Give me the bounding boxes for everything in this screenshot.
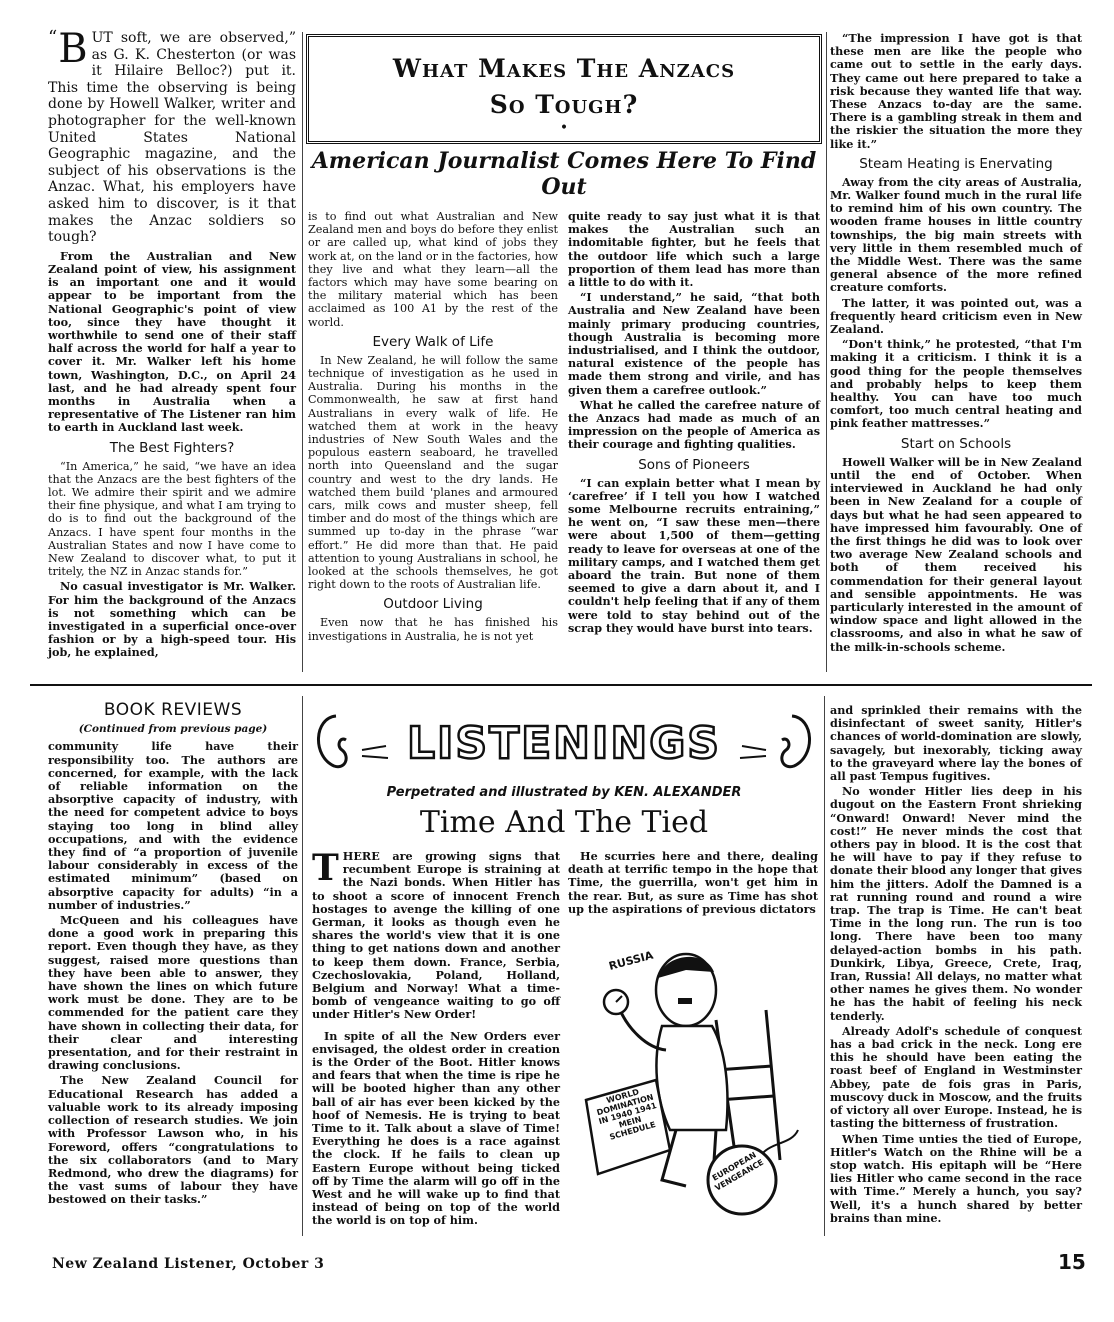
- headline-ornament: •: [559, 120, 569, 136]
- listenings-drop-cap: T: [312, 847, 339, 889]
- listenings-paragraph: Already Adolf's schedule of conquest has a bad crick in the neck. Long ere this he should have been eating the roast beef of England in Westminster Abbey, pate de fois gras in Paris, muscovy duck in Moscow, and the fruits of victory all over Europe. Instead, he is tasting the bitterness of frustration.: [830, 1023, 1082, 1131]
- listenings-banner: [306, 706, 822, 780]
- anzac-paragraph: “I understand,” he said, “that both Australia and New Zealand have been mainly primary producing countries, though Australia is becoming more industrialised, and I think the outdoor, natural existence of the people has made them strong and virile, and has given them a carefree outlook.”: [568, 290, 820, 397]
- hitler-cartoon-illustration: [566, 930, 820, 1220]
- book-paragraph: McQueen and his colleagues have done a good work in preparing this report. Even though they have, as they suggest, raised more questions than they have been able to answer, they have shown the lines on which future work must be done. They are to be commended for the patient care they have shown in collecting their data, for their clear and interesting presentation, and for their restraint in drawing conclusions.: [48, 913, 298, 1073]
- column-divider: [826, 32, 827, 672]
- listenings-ear-icon: [306, 706, 822, 780]
- anzac-column-3: [568, 210, 820, 637]
- column-divider: [302, 696, 303, 1236]
- anzac-paragraph: Away from the city areas of Australia, Mr. Walker found much in the rural life to remind him of his own country. The wooden frame houses in little country townships, the big main streets with very little in them resembled much of the Middle West. There was the same general absence of the more refined creature comforts.: [830, 174, 1082, 295]
- book-paragraph: community life have their responsibility too. The authors are concerned, for example, with the lack of reliable information on the absorptive capacity of industry, with the need for competent advice to boys staying too long in blind alley occupations, and with the evidence they find of “a proportion of juvenile labour considerably in excess of the estimated minimum” (based on absorptive capacity for adults) “in a number of industries.”: [48, 739, 298, 912]
- anzac-paragraph: No casual investigator is Mr. Walker. For him the background of the Anzacs is not something which can be investigated in a superficial once-over fashion or by a high-speed tour. His job, he explained,: [48, 579, 296, 660]
- anzac-paragraph: “The impression I have got is that these men are like the people who came out to settle in the early days. They came out here prepared to take a risk because they wanted life that way. These Anzacs to-day are the same. There is a gambling streak in them and the riskier the situation the more they like it.”: [830, 31, 1082, 151]
- headline-line-2: So Tough?: [489, 90, 639, 119]
- anzac-subheadline: American Journalist Comes Here To Find Out: [311, 148, 817, 200]
- book-paragraph: The New Zealand Council for Educational Research has added a valuable work to its already imposing collection of research studies. We join with Professor Lawson who, in his Foreword, offers “congratulations to the six collaborators (and to Mary Redmond, who drew the diagrams) for the vast sums of labour they have bestowed on their tasks.”: [48, 1073, 298, 1207]
- cartoon-russia-label: RUSSIA: [607, 948, 655, 973]
- anzac-column-2: [308, 210, 558, 645]
- anzac-paragraph: quite ready to say just what it is that makes the Australian such an indomitable fighter, but he feels that the outdoor life which such a large proportion of them lead has more than a little to do with it.: [568, 209, 820, 290]
- book-reviews-continued: (Continued from previous page): [78, 723, 268, 736]
- footer-masthead: New Zealand Listener, October 3: [52, 1256, 325, 1272]
- anzac-column-1: [48, 26, 296, 662]
- anzac-paragraph: “Don't think,” he protested, “that I'm making it a criticism. I think it is a good thing for the people themselves and probably helps to keep them healthy. You can have too much comfort, too much central heating and pink feather mattresses.”: [830, 337, 1082, 431]
- book-reviews-heading: BOOK REVIEWS: [103, 700, 243, 720]
- listenings-banner-text: LISTENINGS: [407, 718, 721, 769]
- subheading-start-on-schools: Start on Schools: [900, 435, 1012, 452]
- section-divider: [30, 684, 1092, 686]
- anzac-paragraph: is to find out what Australian and New Zealand men and boys do before they enlist or are called up, what kind of jobs they work at, on the land or in the factories, how they live and what they learn—all the factors which may have some bearing on the military material which has been acclaimed as 100 A1 by the rest of the world.: [308, 210, 558, 329]
- listenings-column-3: [830, 704, 1082, 1227]
- lead-drop-cap: B: [58, 26, 88, 72]
- anzac-column-4: [830, 32, 1082, 656]
- subheading-outdoor-living: Outdoor Living: [383, 596, 483, 613]
- listenings-paragraph: HERE are growing signs that recumbent Europe is straining at the Nazi bonds. When Hitler has to shoot a score of innocent French hostages to avenge the killing of one German, it looks as though even he shares the world's view that it is one thing to get nations down and another to keep them down. France, Serbia, Czechoslovakia, Poland, Holland, Belgium and Norway! What a time-bomb of vengeance waiting to go off under Hitler's New Order!: [312, 849, 560, 1022]
- anzac-lead-paragraph: [48, 26, 296, 246]
- listenings-paragraph: In spite of all the New Orders ever envisaged, the oldest order in creation is the Order of the Boot. Hitler knows and fears that when the time is ripe he will be booted higher than any other ball of air has ever been kicked by the hoof of Nemesis. He is trying to beat Time to it. Talk about a slave of Time! Everything he does is a race against the clock. If he fails to clean up Eastern Europe without being ticked off by Time the alarm will go off in the West and he will wake up to find that instead of being on top of the world the world is on top of him.: [312, 1028, 560, 1228]
- headline-line-1: What Makes The Anzacs: [392, 54, 736, 83]
- anzac-paragraph: “I can explain better what I mean by ‘carefree’ if I tell you how I watched some Melbourne recruits entraining,” he went on, “I saw these men—there were about 1,500 of them—getting ready to leave for overseas at one of the military camps, and I watched them get aboard the train. But none of them seemed to give a darn about it, and I couldn't help feeling that if any of them were told to stay behind out of the scrap they would have burst into tears.: [568, 475, 820, 635]
- lead-open-quote: “: [48, 27, 58, 48]
- subheading-sons-of-pioneers: Sons of Pioneers: [638, 456, 750, 473]
- listenings-paragraph: and sprinkled their remains with the disinfectant of sweet sanity, Hitler's chances of world-domination are slowly, savagely, but inexorably, ticking away to the graveyard where lay the bones of all past Tempus fugitives.: [830, 703, 1082, 784]
- listenings-column-1: [312, 847, 560, 1230]
- subheading-every-walk: Every Walk of Life: [372, 333, 494, 350]
- listenings-paragraph: He scurries here and there, dealing death at terrific tempo in the hope that Time, the guerrilla, won't get him in the rear. But, as sure as Time has shot up the aspirations of previous dictators: [568, 849, 818, 916]
- cartoon-book-label: WORLD DOMINATION IN 1940 1941 MEIN SCHEDULE: [595, 1087, 658, 1142]
- anzac-paragraph: The latter, it was pointed out, was a frequently heard criticism even in New Zealand.: [830, 295, 1082, 337]
- anzac-paragraph: Howell Walker will be in New Zealand until the end of October. When interviewed in Auckland he had only been in New Zealand for a couple of days but what he had seen appeared to have impressed him favourably. One of the first things he did was to look over two average New Zealand schools and both of them received his commendation for their general layout and sensible appointments. He was particularly interested in the amount of window space and light allowed in the classrooms, and also in what he saw of the milk-in-schools scheme.: [830, 454, 1082, 654]
- anzac-headline-box: [306, 34, 822, 144]
- lead-text: UT soft, we are observed,” as G. K. Chesterton (or was it Hilaire Belloc?) put it. This time the observing is being done by Howell Walker, writer and photographer for the well-known United States National Geographic magazine, and the subject of his observations is the Anzac. What, his employers have asked him to discover, is it that makes the Anzac soldiers so tough?: [48, 30, 296, 246]
- anzac-paragraph: From the Australian and New Zealand point of view, his assignment is an important one and it would appear to be important from the National Geographic's point of view too, since they have thought it worthwhile to send one of their staff half across the world for half a year to cover it. Mr. Walker left his home town, Washington, D.C., on April 24 last, and he had already spent four months in Australia when a representative of The Listener ran him to earth in Auckland last week.: [48, 248, 296, 435]
- column-divider: [824, 696, 825, 1236]
- subheading-best-fighters: The Best Fighters?: [109, 439, 235, 456]
- page-number: 15: [1058, 1250, 1086, 1274]
- subheading-steam-heating: Steam Heating is Enervating: [859, 155, 1053, 172]
- anzac-paragraph: In New Zealand, he will follow the same technique of investigation as he used in Australia. During his months in the Commonwealth, he saw at first hand Australians in every walk of life. He watched them at work in the heavy industries of New South Wales and the populous eastern seaboard, he travelled north into Queensland and the sugar country and west to the dry lands. He watched them build 'planes and armoured cars, milk cows and muster sheep, fell timber and do most of the things which are summed up to-day in the phrase “war effort.” He did more than that. He paid attention to young Australians in school, he looked at the schools themselves, he got right down to the roots of Australian life.: [308, 353, 558, 592]
- anzac-paragraph: “In America,” he said, “we have an idea that the Anzacs are the best fighters of the lot. We admire their spirit and we admire their fine physique, and what I am trying to do is to find out the background of the Anzacs. I have spent four months in the Australian States and now I have come to New Zealand to discover what, to put it tritely, the NZ in Anzac stands for.”: [48, 459, 296, 579]
- anzac-paragraph: What he called the carefree nature of the Anzacs had made as much of an impression on the people of America as their courage and fighting qualities.: [568, 397, 820, 452]
- book-reviews-column: [48, 700, 298, 1209]
- listenings-paragraph: No wonder Hitler lies deep in his dugout on the Eastern Front shrieking “Onward! Onward! Never mind the cost!” He never minds the cost that others pay in blood. It is the cost that he will have to pay if they refuse to donate their blood any longer that gives him the jitters. Adolf the Damned is a rat running round and round a wire trap. The trap is Time. He can't beat Time in the long run. The run is too long. There have been too many delayed-action bombs in his path. Dunkirk, Libya, Greece, Crete, Iraq, Iran, Russia! All delays, no matter what other names he gives them. No wonder he has the habit of feeling his neck tenderly.: [830, 784, 1082, 1023]
- listenings-column-2: [568, 850, 818, 918]
- listenings-title: Time And The Tied: [419, 805, 709, 840]
- column-divider: [302, 32, 303, 672]
- anzac-paragraph: Even now that he has finished his investigations in Australia, he is not yet: [308, 616, 558, 643]
- cartoon-ball-label: EUROPEAN VENGEANCE: [710, 1150, 766, 1193]
- listenings-byline: Perpetrated and illustrated by KEN. ALEXANDER: [386, 785, 742, 800]
- listenings-paragraph: When Time unties the tied of Europe, Hitler's Watch on the Rhine will be a stop watch. His epitaph will be “Here lies Hitler who came second in the race with Time.” Merely a hunch, you say? Well, it's a hunch shared by better brains than mine.: [830, 1131, 1082, 1225]
